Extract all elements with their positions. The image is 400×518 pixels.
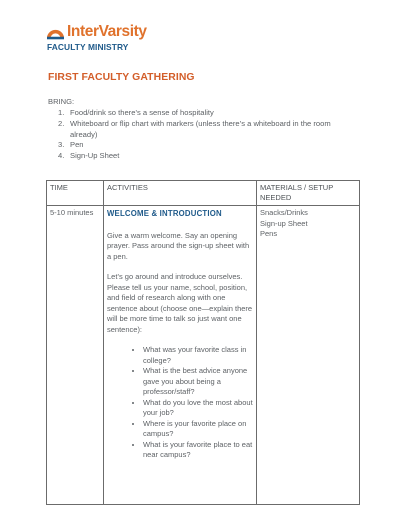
list-number: 2. (58, 118, 65, 128)
brand-name: InterVarsity (67, 23, 147, 40)
table-row (47, 206, 360, 505)
list-item-text: Pen (70, 140, 84, 150)
page-title: FIRST FACULTY GATHERING (48, 72, 195, 83)
list-item (48, 119, 348, 141)
brand-logo (47, 22, 177, 54)
material-item: Pens (260, 229, 278, 238)
list-item (48, 108, 348, 119)
cell-time: 5-10 minutes (47, 206, 104, 505)
material-item: Sign-up Sheet (260, 218, 308, 228)
table-header-row (47, 181, 360, 206)
activity-paragraph: Let’s go around and introduce ourselves. Please tell us your name, school, position, and field of research along with one sentence about (choose one—explain there will be more time to talk so just want one sentence): (107, 272, 253, 334)
header-materials: MATERIALS / SETUP NEEDED (257, 181, 360, 206)
list-item-text: Sign-Up Sheet (70, 151, 120, 161)
list-item-text: Food/drink so there’s a sense of hospitality (70, 108, 214, 117)
brand-subtitle: FACULTY MINISTRY (47, 42, 129, 52)
cell-activities (104, 206, 257, 505)
list-item-text: Whiteboard or flip chart with markers (unless there’s a whiteboard in the room already) (70, 118, 331, 139)
list-number: 4. (58, 151, 65, 161)
question-list (107, 345, 253, 461)
list-item: • What do you love the most about your job? (143, 398, 253, 419)
cell-materials (257, 206, 360, 505)
header-time: TIME (47, 181, 104, 206)
list-item (48, 140, 348, 151)
list-number: 1. (58, 108, 65, 117)
bring-label: BRING: (48, 97, 75, 106)
list-item: • What is your favorite place to eat near campus? (143, 440, 253, 461)
list-number: 3. (58, 140, 65, 150)
bring-list (48, 108, 348, 162)
list-item: • Where is your favorite place on campus? (143, 419, 253, 440)
list-item (48, 151, 348, 162)
list-item: • What was your favorite class in college? (143, 345, 253, 366)
intervarsity-arch-icon (47, 24, 64, 41)
schedule-table (46, 180, 360, 505)
list-item: • What is the best advice anyone gave you about being a professor/staff? (143, 366, 253, 398)
section-title: WELCOME & INTRODUCTION (107, 209, 222, 218)
material-item: Snacks/Drinks (260, 208, 308, 217)
activity-paragraph: Give a warm welcome. Say an opening prayer. Pass around the sign-up sheet with a pen. (107, 230, 250, 261)
header-activities: ACTIVITIES (104, 181, 257, 206)
